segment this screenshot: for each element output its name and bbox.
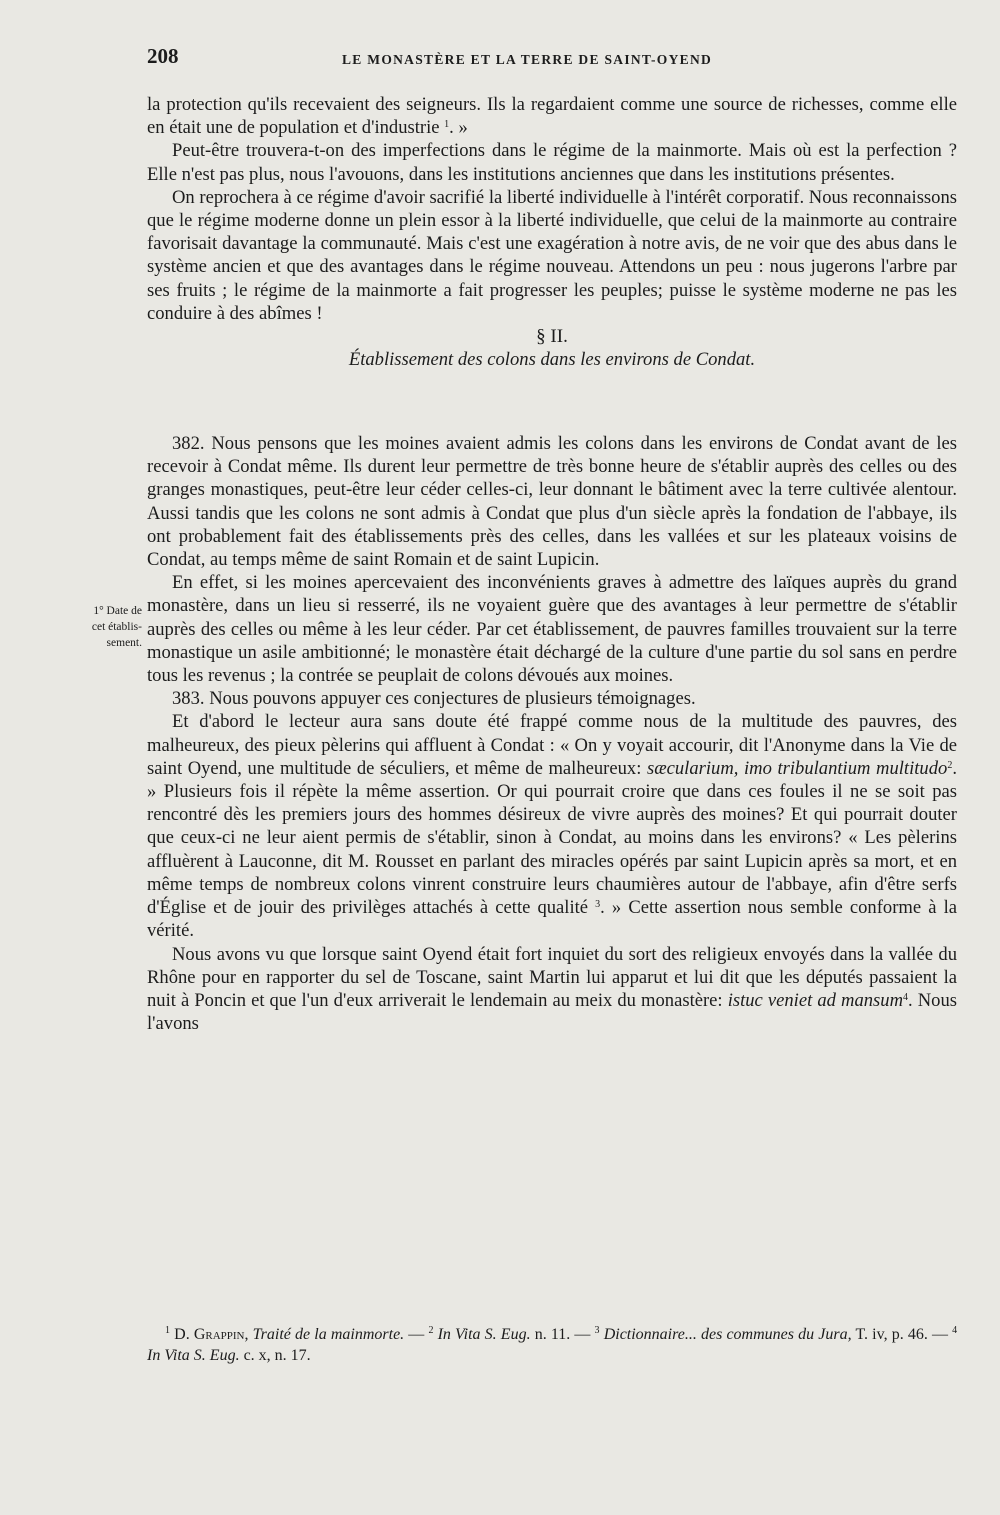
- page-header: [147, 44, 957, 74]
- paragraph: Et d'abord le lecteur aura sans doute été frappé comme nous de la multitude des pauvres, des malheureux, des pieux pèlerins qui affluent à Condat : « On y voyait accourir, dit l'Anonyme dans la Vie de saint Oyend, une multitude de séculiers, et même de malheureux: sæcularium, imo tribulantium multitudo$^2$. » Plusieurs fois il répète la même assertion. Or qui pourrait croire que dans ces foules il ne se soit pas rencontré dès les premiers jours des hommes désireux de vivre auprès des moines? Et qui pourrait douter que ceux-ci ne leur aient permis de s'établir, sinon à Condat, au moins dans les environs? « Les pèlerins affluèrent à Lauconne, dit M. Rousset en parlant des miracles opérés par saint Lupicin après sa mort, et en même temps de nombreux colons vinrent construire leurs chaumières autour de l'abbaye, afin d'être serfs d'Église et de jouir des privilèges attachés à cette qualité $^3$. » Cette assertion nous semble conforme à la vérité.: [147, 711, 957, 942]
- margin-note-line: sement.: [106, 637, 142, 649]
- section-title: Établissement des colons dans les environs de Condat.: [348, 349, 756, 371]
- paragraph: En effet, si les moines apercevaient des inconvénients graves à admettre des laïques auprès du grand monastère, dans un lieu si resserré, ils ne voyaient guère que des avantages à leur permettre de s'établir auprès des celles ou même à les leur céder. Par cet établissement, de pauvres familles trouvaient sur la terre monastique un asile ambitionné; le monastère était déchargé de la culture d'une partie du sol sans en perdre tous les revenus ; la contrée se peuplait de colons dévoués aux moines.: [147, 572, 957, 687]
- footnote-author: D. Grappin,: [174, 1326, 249, 1343]
- paragraph-382: 382. Nous pensons que les moines avaient admis les colons dans les environs de Condat avant de les recevoir à Condat même. Ils durent leur permettre de très bonne heure de s'établir auprès des celles ou des granges monastiques, peut-être leur céder celles-ci, leur donnant le bâtiment avec la terre cultivée alentour. Aussi tandis que les colons ne sont admis à Condat que plus d'un siècle après la fondation de l'abbaye, ils ont probablement fait des établissements près des celles, dans les vallées et sur les plateaux voisins de Condat, au temps même de saint Romain et de saint Lupicin.: [147, 433, 957, 571]
- margin-note: [60, 603, 142, 651]
- footnote-ref: 3: [595, 899, 601, 911]
- page-number: 208: [147, 44, 179, 68]
- footnote-ref: 2: [947, 759, 953, 771]
- paragraph: Peut-être trouvera-t-on des imperfections dans le régime de la mainmorte. Mais où est la perfection ? Elle n'est pas plus, nous l'avouons, dans les institutions anciennes que dans les institutions présentes.: [147, 140, 957, 185]
- paragraph: On reprochera à ce régime d'avoir sacrifié la liberté individuelle à l'intérêt corporatif. Nous reconnaissons que le régime moderne donne un plein essor à la liberté individuelle, que celui de la mainmorte au contraire favorisait davantage la communauté. Mais c'est une exagération à notre avis, de ne voir que des abus dans le système ancien et que des avantages dans le régime nouveau. Attendons un peu : nous jugerons l'arbre par ses fruits ; le régime de la mainmorte a fait progresser les peuples; puisse le système moderne ne pas les conduire à des abîmes !: [147, 186, 957, 324]
- main-text: [147, 93, 957, 1035]
- paragraph-continuation: la protection qu'ils recevaient des seigneurs. Ils la regardaient comme une source de richesses, comme elle en était une de population et d'industrie $^1$. »: [147, 94, 957, 139]
- margin-note-line: cet établis-: [91, 621, 142, 633]
- running-title: LE MONASTÈRE ET LA TERRE DE SAINT-OYEND: [342, 52, 713, 67]
- latin-quote: sæcularium, imo tribulantium multitudo: [646, 757, 948, 779]
- paragraph: Nous avons vu que lorsque saint Oyend était fort inquiet du sort des religieux envoyés dans la vallée du Rhône pour en rapporter du sel de Toscane, saint Martin lui apparut et lui dit que les députés passaient la nuit à Poncin et que l'un d'eux arriverait le lendemain au meix du monastère: istuc veniet ad mansum$^4$. Nous l'avons: [147, 943, 957, 1035]
- footnotes: [147, 1324, 957, 1366]
- paragraph-383: 383. Nous pouvons appuyer ces conjectures de plusieurs témoignages.: [172, 688, 696, 710]
- section-mark: § II.: [536, 326, 568, 348]
- footnote-line: $^1$ D. Grappin, Traité de la mainmorte. — $^2$ In Vita S. Eug. n. 11. — $^3$ Dictionnaire... des communes du Jura, T. iv, p. 46. — $^4$ In Vita S. Eug. c. x, n. 17.: [147, 1325, 958, 1364]
- footnote-ref: 4: [903, 991, 909, 1003]
- latin-quote: istuc veniet ad mansum: [727, 989, 904, 1011]
- margin-note-line: 1° Date de: [93, 605, 142, 617]
- footnote-ref: 1: [444, 119, 450, 131]
